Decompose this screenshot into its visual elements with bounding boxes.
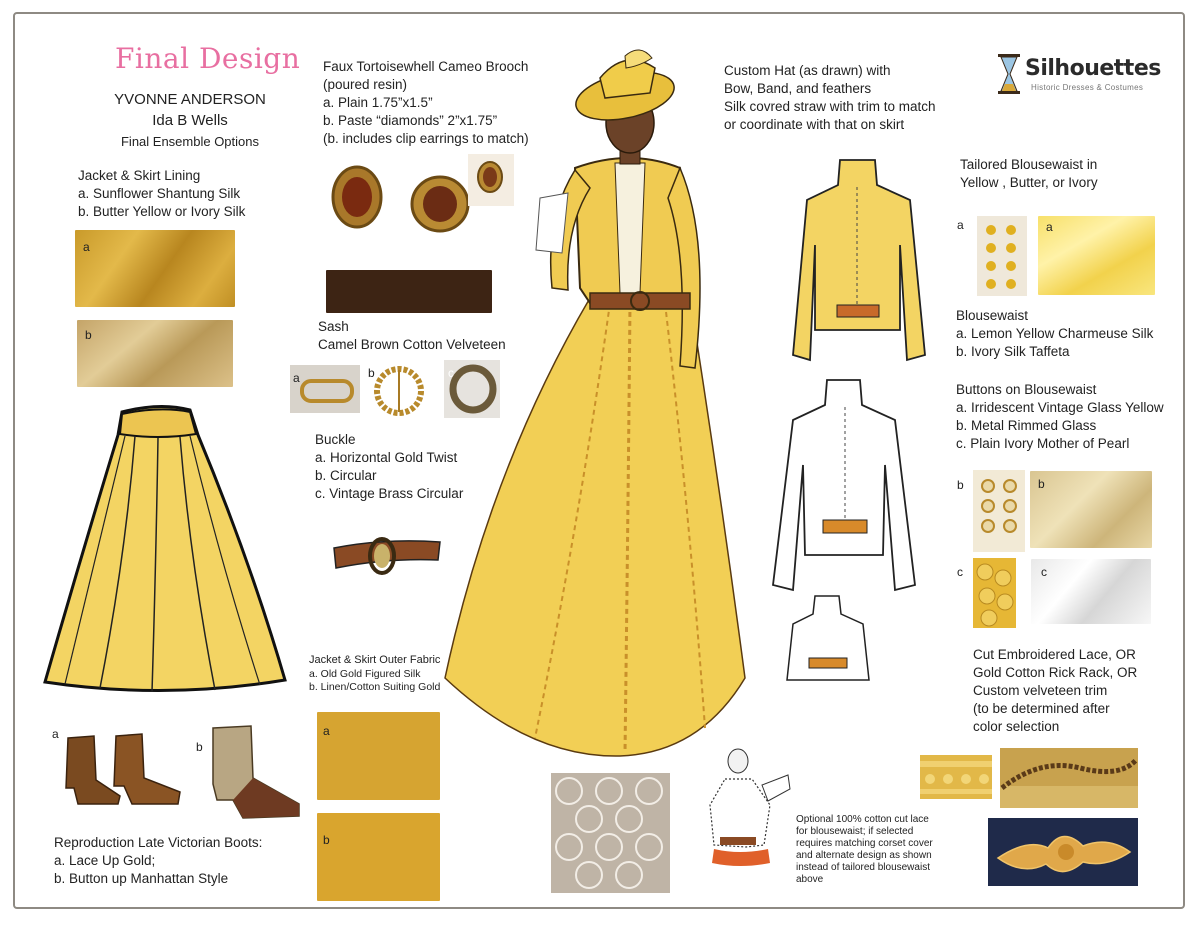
client-block (100, 89, 280, 152)
outer-fabric-text (309, 654, 440, 695)
tailored-blouse-line-2: Yellow , Butter, or Ivory (960, 175, 1098, 190)
blousewaist-text (956, 307, 1153, 361)
lining-swatch-label-b: b (85, 328, 92, 342)
sash-material: Camel Brown Cotton Velveteen (318, 337, 506, 352)
brooch-line-3: a. Plain 1.75”x1.5” (323, 95, 433, 110)
trim-line-2: Gold Cotton Rick Rack, OR (973, 665, 1138, 680)
buckle-label-a: a (293, 371, 300, 385)
boot-a-photo (58, 730, 188, 810)
lining-heading: Jacket & Skirt Lining (78, 168, 201, 183)
buttons-option-b: b. Metal Rimmed Glass (956, 418, 1097, 433)
lining-text (78, 167, 245, 221)
buckle-heading: Buckle (315, 432, 356, 447)
trim-line-5: color selection (973, 719, 1060, 734)
ensemble-subtitle: Final Ensemble Options (120, 134, 259, 149)
buckle-photo-b (366, 360, 430, 420)
brooch-line-1: Faux Tortoisewhell Cameo Brooch (323, 59, 529, 74)
buttons-heading: Buttons on Blousewaist (956, 382, 1097, 397)
tailored-blouse-line-1: Tailored Blousewaist in (960, 157, 1098, 172)
buttons-swatch-label-c: c (1041, 565, 1047, 579)
blousewaist-option-a: a. Lemon Yellow Charmeuse Silk (956, 326, 1154, 341)
boots-heading: Reproduction Late Victorian Boots: (54, 835, 263, 850)
boots-option-b: b. Button up Manhattan Style (54, 871, 229, 886)
hat-line-4: or coordinate with that on skirt (724, 117, 905, 132)
ivory-silk-swatch (1031, 559, 1151, 624)
buckle-option-a: a. Horizontal Gold Twist (315, 450, 458, 465)
lace-note-line-6: above (796, 874, 824, 885)
button-card-a (977, 216, 1027, 296)
hat-line-3: Silk covred straw with trim to match (724, 99, 936, 114)
lining-swatch-a (75, 230, 235, 307)
buckle-label-b: b (368, 366, 375, 380)
lining-swatch-label-a: a (83, 240, 90, 254)
brooch-line-4: b. Paste “diamonds” 2”x1.75” (323, 113, 498, 128)
pearl-buttons-photo (973, 558, 1016, 628)
boot-label-b: b (196, 740, 203, 754)
buckle-photo-a (290, 365, 360, 413)
skirt-sketch (40, 400, 290, 695)
lemon-charmeuse-swatch (1038, 216, 1155, 295)
trim-line-1: Cut Embroidered Lace, OR (973, 647, 1136, 662)
blousewaist-option-b: b. Ivory Silk Taffeta (956, 344, 1070, 359)
logo-name: Silhouettes (1025, 56, 1161, 81)
buttons-text (956, 381, 1164, 453)
outer-fabric-swatch-label-b: b (323, 833, 330, 847)
buckle-label-c: c (448, 366, 454, 380)
buckle-option-b: b. Circular (315, 468, 377, 483)
buttons-swatch-label-b: b (1038, 477, 1045, 491)
hat-line-1: Custom Hat (as drawn) with (724, 63, 891, 78)
gold-lace-trim-photo (920, 755, 992, 799)
boots-option-a: a. Lace Up Gold; (54, 853, 156, 868)
buttons-label-b: b (957, 478, 964, 492)
boot-label-a: a (52, 727, 59, 741)
outer-fabric-swatch-label-a: a (323, 724, 330, 738)
lace-note-line-5: instead of tailored blousewaist (796, 862, 930, 873)
character-name: Ida B Wells (152, 112, 228, 129)
page-title: Final Design (115, 42, 301, 75)
hourglass-icon (997, 54, 1021, 94)
lining-swatch-b (77, 320, 233, 387)
outer-fabric-swatch-b (317, 813, 440, 901)
rick-rack-photo (1000, 748, 1138, 808)
lace-note-line-4: and alternate design as shown (796, 850, 932, 861)
blousewaist-heading: Blousewaist (956, 308, 1029, 323)
brooch-line-5: (b. includes clip earrings to match) (323, 131, 529, 146)
brooch-line-2: (poured resin) (323, 77, 408, 92)
buttons-option-c: c. Plain Ivory Mother of Pearl (956, 436, 1130, 451)
blouse-sketch-white (765, 375, 920, 605)
client-name: YVONNE ANDERSON (114, 91, 266, 108)
blouse-sketch-back (783, 592, 873, 682)
blouse-swatch-label-a: a (1046, 220, 1053, 234)
outer-fabric-heading: Jacket & Skirt Outer Fabric (309, 654, 441, 666)
lining-option-b: b. Butter Yellow or Ivory Silk (78, 204, 246, 219)
buckle-option-c: c. Vintage Brass Circular (315, 486, 464, 501)
blouse-label-a: a (957, 218, 964, 232)
cotton-lace-photo (551, 773, 670, 893)
lace-blouse-sketch (700, 745, 795, 895)
belt-sketch (330, 530, 445, 580)
hat-line-2: Bow, Band, and feathers (724, 81, 872, 96)
sash-heading: Sash (318, 319, 349, 334)
ivory-taffeta-swatch (1030, 471, 1152, 548)
logo-tagline: Historic Dresses & Costumes (1031, 83, 1144, 92)
boots-text (54, 834, 262, 888)
outer-fabric-option-b: b. Linen/Cotton Suiting Gold (309, 681, 441, 693)
lace-note-line-2: for blousewaist; if selected (796, 826, 914, 837)
trim-text (973, 646, 1137, 736)
embroidered-lace-photo (988, 818, 1138, 886)
button-card-b (973, 470, 1025, 552)
outer-fabric-option-a: a. Old Gold Figured Silk (309, 667, 421, 680)
tailored-blouse-text (960, 156, 1098, 192)
blouse-sketch-yellow (785, 155, 935, 380)
lace-note-line-3: requires matching corset cover (796, 838, 933, 849)
buttons-option-a: a. Irridescent Vintage Glass Yellow (956, 400, 1164, 415)
boot-b-photo (203, 720, 308, 830)
hat-text (724, 62, 936, 134)
lace-note (796, 814, 933, 886)
ensemble-illustration (440, 38, 750, 763)
trim-line-3: Custom velveteen trim (973, 683, 1108, 698)
outer-fabric-swatch-a (317, 712, 440, 800)
lining-option-a: a. Sunflower Shantung Silk (78, 186, 241, 201)
trim-line-4: (to be determined after (973, 701, 1110, 716)
lace-note-line-1: Optional 100% cotton cut lace (796, 814, 929, 825)
logo (997, 54, 1161, 96)
buttons-label-c: c (957, 565, 963, 579)
